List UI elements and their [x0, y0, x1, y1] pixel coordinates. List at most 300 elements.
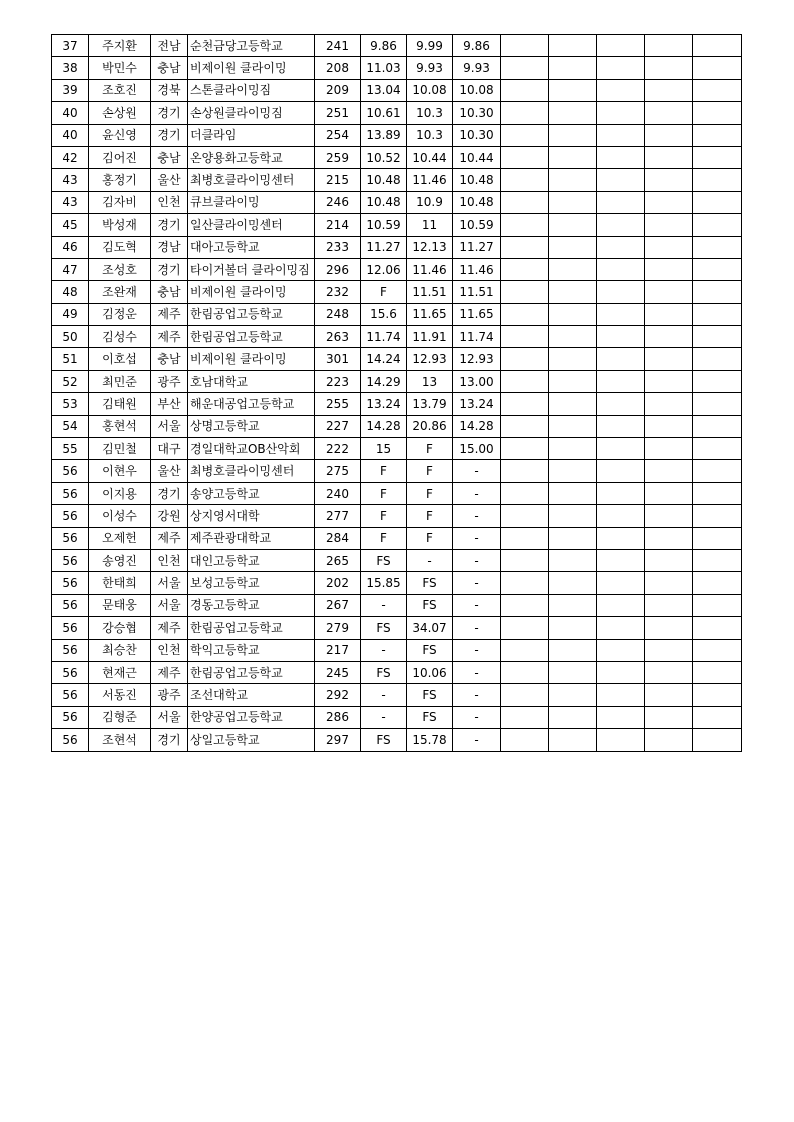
record2-cell: F	[407, 460, 453, 482]
best-record-cell: 9.86	[453, 35, 501, 57]
empty-cell	[501, 729, 549, 751]
empty-cell	[693, 505, 742, 527]
school-cell: 순천금당고등학교	[188, 35, 315, 57]
empty-cell	[693, 258, 742, 280]
empty-cell	[549, 661, 597, 683]
name-cell: 최민준	[89, 370, 151, 392]
empty-cell	[549, 146, 597, 168]
table-row	[52, 460, 742, 482]
empty-cell	[501, 527, 549, 549]
empty-cell	[597, 348, 645, 370]
empty-cell	[597, 258, 645, 280]
table-row	[52, 393, 742, 415]
record2-cell: FS	[407, 594, 453, 616]
name-cell: 박성재	[89, 214, 151, 236]
empty-cell	[501, 617, 549, 639]
empty-cell	[597, 393, 645, 415]
record2-cell: FS	[407, 572, 453, 594]
empty-cell	[549, 460, 597, 482]
region-cell: 서울	[151, 572, 188, 594]
table-row	[52, 482, 742, 504]
empty-cell	[693, 79, 742, 101]
name-cell: 이호섭	[89, 348, 151, 370]
record2-cell: 11.91	[407, 326, 453, 348]
empty-cell	[693, 146, 742, 168]
empty-cell	[645, 35, 693, 57]
empty-cell	[549, 124, 597, 146]
bib-cell: 215	[315, 169, 361, 191]
name-cell: 강승협	[89, 617, 151, 639]
rank-cell: 46	[52, 236, 89, 258]
table-row	[52, 191, 742, 213]
best-record-cell: -	[453, 684, 501, 706]
empty-cell	[645, 258, 693, 280]
empty-cell	[549, 214, 597, 236]
empty-cell	[549, 393, 597, 415]
rank-cell: 42	[52, 146, 89, 168]
table-row	[52, 370, 742, 392]
empty-cell	[501, 706, 549, 728]
bib-cell: 259	[315, 146, 361, 168]
empty-cell	[645, 617, 693, 639]
empty-cell	[501, 438, 549, 460]
empty-cell	[597, 684, 645, 706]
table-row	[52, 617, 742, 639]
empty-cell	[549, 527, 597, 549]
school-cell: 상명고등학교	[188, 415, 315, 437]
school-cell: 학익고등학교	[188, 639, 315, 661]
school-cell: 상지영서대학	[188, 505, 315, 527]
empty-cell	[549, 258, 597, 280]
school-cell: 호남대학교	[188, 370, 315, 392]
empty-cell	[693, 639, 742, 661]
empty-cell	[645, 214, 693, 236]
empty-cell	[645, 639, 693, 661]
empty-cell	[597, 191, 645, 213]
region-cell: 제주	[151, 527, 188, 549]
region-cell: 제주	[151, 617, 188, 639]
empty-cell	[693, 326, 742, 348]
region-cell: 광주	[151, 370, 188, 392]
school-cell: 최병호클라이밍센터	[188, 169, 315, 191]
record1-cell: 14.24	[361, 348, 407, 370]
empty-cell	[645, 370, 693, 392]
empty-cell	[549, 370, 597, 392]
empty-cell	[645, 572, 693, 594]
empty-cell	[549, 281, 597, 303]
empty-cell	[693, 549, 742, 571]
record1-cell: 15	[361, 438, 407, 460]
table-row	[52, 146, 742, 168]
empty-cell	[597, 572, 645, 594]
empty-cell	[501, 236, 549, 258]
record2-cell: 11.65	[407, 303, 453, 325]
best-record-cell: -	[453, 527, 501, 549]
bib-cell: 275	[315, 460, 361, 482]
record2-cell: F	[407, 527, 453, 549]
rank-cell: 45	[52, 214, 89, 236]
record1-cell: 14.28	[361, 415, 407, 437]
empty-cell	[549, 415, 597, 437]
empty-cell	[645, 124, 693, 146]
empty-cell	[693, 438, 742, 460]
school-cell: 한림공업고등학교	[188, 326, 315, 348]
empty-cell	[501, 639, 549, 661]
rank-cell: 40	[52, 102, 89, 124]
bib-cell: 279	[315, 617, 361, 639]
rank-cell: 52	[52, 370, 89, 392]
empty-cell	[549, 326, 597, 348]
bib-cell: 277	[315, 505, 361, 527]
empty-cell	[693, 415, 742, 437]
empty-cell	[693, 348, 742, 370]
school-cell: 상일고등학교	[188, 729, 315, 751]
best-record-cell: 11.65	[453, 303, 501, 325]
table-row	[52, 594, 742, 616]
school-cell: 해운대공업고등학교	[188, 393, 315, 415]
record1-cell: FS	[361, 661, 407, 683]
table-row	[52, 549, 742, 571]
region-cell: 제주	[151, 326, 188, 348]
record2-cell: FS	[407, 684, 453, 706]
empty-cell	[645, 460, 693, 482]
empty-cell	[597, 102, 645, 124]
rank-cell: 54	[52, 415, 89, 437]
school-cell: 대아고등학교	[188, 236, 315, 258]
best-record-cell: 15.00	[453, 438, 501, 460]
empty-cell	[597, 214, 645, 236]
best-record-cell: -	[453, 482, 501, 504]
rank-cell: 56	[52, 482, 89, 504]
school-cell: 한림공업고등학교	[188, 661, 315, 683]
record2-cell: F	[407, 505, 453, 527]
name-cell: 윤신영	[89, 124, 151, 146]
best-record-cell: -	[453, 594, 501, 616]
empty-cell	[693, 169, 742, 191]
empty-cell	[645, 326, 693, 348]
rank-cell: 50	[52, 326, 89, 348]
region-cell: 경기	[151, 729, 188, 751]
empty-cell	[501, 124, 549, 146]
region-cell: 부산	[151, 393, 188, 415]
rank-cell: 56	[52, 527, 89, 549]
empty-cell	[549, 549, 597, 571]
table-row	[52, 57, 742, 79]
bib-cell: 202	[315, 572, 361, 594]
empty-cell	[501, 281, 549, 303]
table-row	[52, 79, 742, 101]
school-cell: 대인고등학교	[188, 549, 315, 571]
school-cell: 경동고등학교	[188, 594, 315, 616]
record1-cell: -	[361, 684, 407, 706]
record1-cell: F	[361, 460, 407, 482]
empty-cell	[501, 214, 549, 236]
bib-cell: 208	[315, 57, 361, 79]
region-cell: 충남	[151, 57, 188, 79]
empty-cell	[645, 706, 693, 728]
table-row	[52, 102, 742, 124]
empty-cell	[597, 236, 645, 258]
empty-cell	[597, 35, 645, 57]
record1-cell: 13.04	[361, 79, 407, 101]
bib-cell: 223	[315, 370, 361, 392]
record2-cell: 11.46	[407, 169, 453, 191]
empty-cell	[693, 102, 742, 124]
bib-cell: 254	[315, 124, 361, 146]
empty-cell	[645, 146, 693, 168]
table-row	[52, 639, 742, 661]
empty-cell	[597, 594, 645, 616]
region-cell: 인천	[151, 639, 188, 661]
empty-cell	[693, 572, 742, 594]
record2-cell: 9.99	[407, 35, 453, 57]
region-cell: 서울	[151, 594, 188, 616]
empty-cell	[501, 370, 549, 392]
empty-cell	[501, 393, 549, 415]
rank-cell: 56	[52, 617, 89, 639]
school-cell: 손상원클라이밍짐	[188, 102, 315, 124]
empty-cell	[693, 191, 742, 213]
bib-cell: 241	[315, 35, 361, 57]
region-cell: 충남	[151, 348, 188, 370]
empty-cell	[549, 35, 597, 57]
empty-cell	[549, 505, 597, 527]
empty-cell	[693, 706, 742, 728]
rank-cell: 56	[52, 460, 89, 482]
empty-cell	[501, 572, 549, 594]
empty-cell	[645, 169, 693, 191]
empty-cell	[597, 482, 645, 504]
record1-cell: 14.29	[361, 370, 407, 392]
empty-cell	[501, 258, 549, 280]
region-cell: 경기	[151, 482, 188, 504]
empty-cell	[597, 549, 645, 571]
record2-cell: 9.93	[407, 57, 453, 79]
rank-cell: 56	[52, 706, 89, 728]
bib-cell: 233	[315, 236, 361, 258]
name-cell: 현재근	[89, 661, 151, 683]
rank-cell: 40	[52, 124, 89, 146]
record2-cell: FS	[407, 639, 453, 661]
best-record-cell: 10.30	[453, 102, 501, 124]
best-record-cell: -	[453, 639, 501, 661]
school-cell: 비제이원 클라이밍	[188, 57, 315, 79]
empty-cell	[501, 303, 549, 325]
record1-cell: -	[361, 594, 407, 616]
empty-cell	[501, 35, 549, 57]
empty-cell	[597, 79, 645, 101]
best-record-cell: -	[453, 549, 501, 571]
record1-cell: 11.74	[361, 326, 407, 348]
table-row	[52, 706, 742, 728]
rank-cell: 56	[52, 729, 89, 751]
record2-cell: 10.44	[407, 146, 453, 168]
rank-cell: 56	[52, 572, 89, 594]
empty-cell	[597, 124, 645, 146]
empty-cell	[597, 617, 645, 639]
table-row	[52, 124, 742, 146]
empty-cell	[597, 460, 645, 482]
region-cell: 경기	[151, 124, 188, 146]
empty-cell	[645, 415, 693, 437]
best-record-cell: -	[453, 729, 501, 751]
empty-cell	[597, 661, 645, 683]
school-cell: 제주관광대학교	[188, 527, 315, 549]
bib-cell: 292	[315, 684, 361, 706]
table-row	[52, 505, 742, 527]
name-cell: 홍정기	[89, 169, 151, 191]
school-cell: 온양용화고등학교	[188, 146, 315, 168]
empty-cell	[549, 348, 597, 370]
name-cell: 조호진	[89, 79, 151, 101]
best-record-cell: -	[453, 505, 501, 527]
empty-cell	[597, 303, 645, 325]
empty-cell	[597, 415, 645, 437]
best-record-cell: 11.27	[453, 236, 501, 258]
bib-cell: 214	[315, 214, 361, 236]
region-cell: 인천	[151, 191, 188, 213]
empty-cell	[549, 438, 597, 460]
region-cell: 경기	[151, 258, 188, 280]
school-cell: 경일대학교OB산악회	[188, 438, 315, 460]
bib-cell: 240	[315, 482, 361, 504]
school-cell: 큐브클라이밍	[188, 191, 315, 213]
bib-cell: 297	[315, 729, 361, 751]
empty-cell	[693, 281, 742, 303]
record1-cell: 10.48	[361, 169, 407, 191]
rank-cell: 56	[52, 505, 89, 527]
best-record-cell: -	[453, 617, 501, 639]
record1-cell: FS	[361, 617, 407, 639]
best-record-cell: 13.00	[453, 370, 501, 392]
school-cell: 타이거볼더 클라이밍짐	[188, 258, 315, 280]
record1-cell: 15.85	[361, 572, 407, 594]
empty-cell	[549, 79, 597, 101]
table-row	[52, 415, 742, 437]
record2-cell: 11.51	[407, 281, 453, 303]
record1-cell: 11.27	[361, 236, 407, 258]
empty-cell	[501, 594, 549, 616]
name-cell: 홍현석	[89, 415, 151, 437]
empty-cell	[597, 57, 645, 79]
empty-cell	[693, 393, 742, 415]
record2-cell: 13	[407, 370, 453, 392]
region-cell: 제주	[151, 303, 188, 325]
table-row	[52, 326, 742, 348]
rank-cell: 56	[52, 639, 89, 661]
table-row	[52, 258, 742, 280]
region-cell: 인천	[151, 549, 188, 571]
school-cell: 한림공업고등학교	[188, 617, 315, 639]
rank-cell: 48	[52, 281, 89, 303]
empty-cell	[597, 438, 645, 460]
table-row	[52, 281, 742, 303]
school-cell: 한림공업고등학교	[188, 303, 315, 325]
name-cell: 김태원	[89, 393, 151, 415]
record2-cell: 10.9	[407, 191, 453, 213]
rank-cell: 47	[52, 258, 89, 280]
record1-cell: 10.61	[361, 102, 407, 124]
empty-cell	[645, 281, 693, 303]
empty-cell	[645, 594, 693, 616]
school-cell: 최병호클라이밍센터	[188, 460, 315, 482]
bib-cell: 284	[315, 527, 361, 549]
rank-cell: 51	[52, 348, 89, 370]
rank-cell: 56	[52, 684, 89, 706]
best-record-cell: -	[453, 460, 501, 482]
name-cell: 한태희	[89, 572, 151, 594]
record2-cell: 10.08	[407, 79, 453, 101]
region-cell: 대구	[151, 438, 188, 460]
bib-cell: 232	[315, 281, 361, 303]
empty-cell	[549, 102, 597, 124]
empty-cell	[693, 729, 742, 751]
empty-cell	[549, 303, 597, 325]
bib-cell: 245	[315, 661, 361, 683]
bib-cell: 246	[315, 191, 361, 213]
record1-cell: 10.59	[361, 214, 407, 236]
empty-cell	[645, 729, 693, 751]
region-cell: 강원	[151, 505, 188, 527]
empty-cell	[501, 169, 549, 191]
name-cell: 문태웅	[89, 594, 151, 616]
region-cell: 제주	[151, 661, 188, 683]
name-cell: 주지환	[89, 35, 151, 57]
table-row	[52, 729, 742, 751]
record2-cell: F	[407, 482, 453, 504]
empty-cell	[549, 594, 597, 616]
name-cell: 조성호	[89, 258, 151, 280]
name-cell: 김성수	[89, 326, 151, 348]
region-cell: 서울	[151, 706, 188, 728]
record2-cell: F	[407, 438, 453, 460]
bib-cell: 301	[315, 348, 361, 370]
empty-cell	[645, 684, 693, 706]
record2-cell: 11.46	[407, 258, 453, 280]
record1-cell: 9.86	[361, 35, 407, 57]
region-cell: 경남	[151, 236, 188, 258]
empty-cell	[597, 505, 645, 527]
best-record-cell: 12.93	[453, 348, 501, 370]
empty-cell	[597, 370, 645, 392]
empty-cell	[549, 191, 597, 213]
best-record-cell: 11.51	[453, 281, 501, 303]
record1-cell: -	[361, 639, 407, 661]
empty-cell	[693, 124, 742, 146]
empty-cell	[693, 370, 742, 392]
table-row	[52, 438, 742, 460]
table-row	[52, 35, 742, 57]
best-record-cell: 10.48	[453, 169, 501, 191]
bib-cell: 265	[315, 549, 361, 571]
empty-cell	[549, 572, 597, 594]
record2-cell: FS	[407, 706, 453, 728]
rank-cell: 43	[52, 169, 89, 191]
table-row	[52, 214, 742, 236]
best-record-cell: 9.93	[453, 57, 501, 79]
school-cell: 송양고등학교	[188, 482, 315, 504]
name-cell: 오제헌	[89, 527, 151, 549]
rank-cell: 56	[52, 661, 89, 683]
results-table	[51, 34, 742, 752]
record1-cell: F	[361, 281, 407, 303]
school-cell: 더클라임	[188, 124, 315, 146]
bib-cell: 227	[315, 415, 361, 437]
empty-cell	[645, 393, 693, 415]
rank-cell: 56	[52, 594, 89, 616]
empty-cell	[693, 527, 742, 549]
empty-cell	[597, 146, 645, 168]
